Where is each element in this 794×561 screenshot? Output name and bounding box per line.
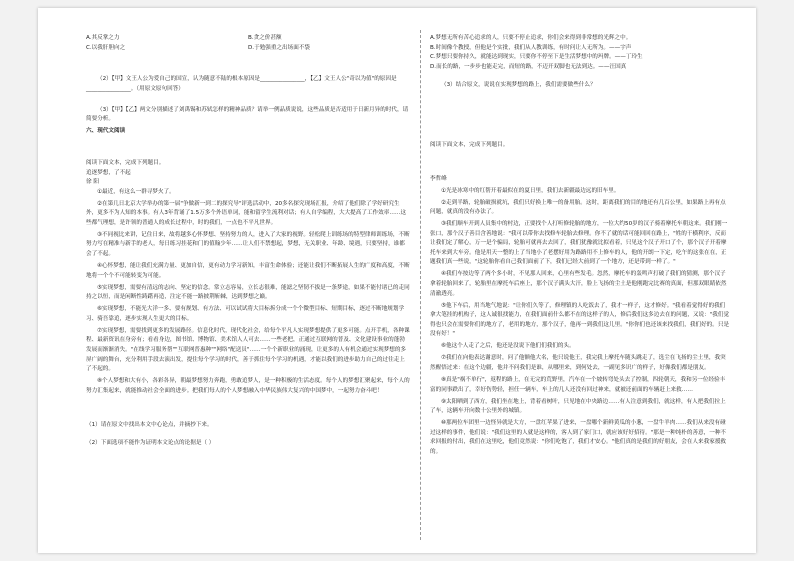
article-paragraph: ⑧个人梦想和大有小，各彩各异，朝最梦想努力奔跑，勇敢追梦人，是一种积极的生活态度。每个人的梦想汇聚起来，每个人的努力汇集起来，就能推动社会全面的进步。把我们每人的个人梦想融入中华民族伟大复兴的中国梦中，一起努力奋斗吧！: [86, 378, 410, 394]
quote-a: A.梦想无所有苦心追求的人，只要不停止追求，你们会来得到非常想的光辉之中。: [430, 35, 632, 41]
article-paragraph: ⑤实现梦想，需要有清远的志向、坚定的信念。常立志容易，立长志很难，能滤之坚韧不拔是一条梦途，如果不能付诸已的走同持之以恒，而是闲断性踌躇再造，注定不能一路披荆斩棘，达到梦想之巅。: [86, 284, 410, 301]
right-question-3: （3）结合原文，说说在实现梦想的路上，我们需要做些什么？: [441, 82, 596, 89]
story-paragraph: ③我们顺车开到人员集中的村边，正要找个人打听修轮胎的地方，一位大约50岁的汉子骑着摩托车朝这来。我们刚一张口，那个汉子善目含善地说："我可以带你去找修车轮胎去修理。你不了就的话可能回回在路上，"姓的干横利序，反而让我们定了解心，万一是个骗局，轮胎可就再去去回了，我们犹豫就比拟看着，只见这个汉子开口了个，那个汉子开着摩托车来到大车旁。他是用天一整的上了当地小了老摆好用为路路用不上修车的人，他的开朗一下定，吃午的这张在在，正题我们真一些说，"这轮胎你看自己我们面前了下，我们已经大前到了一个地方，还是带到一样了。": [430, 221, 728, 266]
section-heading: 六、现代文阅读: [86, 128, 126, 135]
question-end-1: （1）请在原文中找出本文中心论点，并摘抄下来。: [86, 421, 213, 428]
quote-d: D.而长的路，一步步也能走完，而短的路，不迈开双脚也无法到达。——汪国真: [430, 63, 627, 70]
story-paragraph: ⑤他下车后，用当地气地说："让你们久等了，修理镇的人吃饭去了，我才一样子，这才修好。"我看着觉得好的我们拿大笔挂的机构子，这人诚很找能力，在我们面前什么都不在的这样子的人，修后我们这多边去在的问题，又说："我们觉得也只会在需要你们的地方了，老用的地方，那个汉子，他再一到我们这儿里。"你你们也还该来找我们，我们好的。只是没有好！": [430, 302, 730, 338]
column-divider: [420, 30, 421, 540]
article-paragraph: ⑥实现梦想，不能光大洋一多、要有规划、有方法、可以试试将大目标拆分成一个个微型目标、短期目标，逐过不断地规划学习、骑吾靠追，逐步实现人生更大的目标。: [86, 306, 405, 322]
article-paragraph: ①最近，有这么一群寻梦火了。: [97, 188, 175, 195]
right-instruction: 阅读下面文本，完成下列题目。: [430, 142, 509, 149]
option-b: B.贪之价甚额: [248, 35, 282, 41]
question-end-2: （2）下面选项不能作为证明本文论点的论据是（ ）: [86, 440, 215, 447]
story-paragraph: ④我们车按边等了两个多小时，不见那人回来，心里有些发毛。忽然，摩托车的轰鸣声打破了我们的猜测，那个汉子拿着轮胎回来了，轮胎里在摩托车后座上，那个汉子满头大汗，脸上飞扬的尘土是他刚跑完比赛的真面，但那双眼睛依然清澈透亮。: [430, 271, 727, 297]
right-article-author: 李哲峰: [430, 175, 447, 182]
option-c: C.以我肝胆向之: [86, 44, 126, 51]
exam-page: [38, 8, 756, 553]
story-paragraph: ⑥他这个人走了之后，他还是没说下他们们我们的头。: [441, 343, 575, 350]
article-paragraph: ②在第几日北京大学举办的第一届"争做新一到二的探究导"评选活动中，20多名探究现场汇报，介绍了他们除了学好研究生外，更多不为人知的本事。有人3年背诵了1.5万多个外语单词，能和留学生流利对话；有人自学编程，大大提高了工作效率……这些都气理想，是许领的普通人的成长过程中，时的我们，一点也不平凡世界。: [86, 200, 407, 226]
article-paragraph: ③不同视比来讲，记住日来，故将越多心怀梦想、坚持努力的人，进入了大家的视野。轻松爬上训练场的特型律师训练场，不断努力写在精准与新手的老人，每日练习挂花和门的值翰少年……让人们不禁想起，梦想，无关职业、年龄、境遇，只要坚持，谁都会了不起。: [86, 231, 410, 258]
left-column: [86, 34, 410, 449]
right-column: [430, 34, 730, 460]
story-paragraph: ①光是冰寒中的红帮开着最似在的夏日里，我们去新疆最边远的旧车里。: [441, 187, 620, 194]
question-options: [86, 34, 410, 53]
quote-b: B.时间像个教授，但他是个实批，我们从人教训练，有时问让人无所为。——宇声: [430, 44, 632, 51]
question-3: （3）【甲】【乙】两文分别描述了刘禹锡和苏轼怎样的精神品质？请举一例品质说说，这些品质是否适用于日新月异的时代，请简要分析。: [86, 106, 409, 123]
option-a: A.其反掌之力: [86, 35, 120, 41]
article-author: 徐 阳: [86, 179, 99, 186]
story-paragraph: ⑧真是"祸不单行"，返程的路上，在无完的荒野里，汽车在一个坡转弯处头去了控制，四轮朝天，我和另一位经验丰富的同事跌出了，幸好伤势轻，担任一辆车，车上的几人还没有回过神来，就被还前面的车辆赶上来救……: [430, 376, 726, 393]
quote-c: C.梦想只要你持久，就能达到现实，只要你不停至下是生活梦想中的玛牌。——丁玲生: [430, 54, 643, 61]
article-paragraph: ④心怀梦想，能让我们充满力量、更加自信，更有动力学习新知，丰富生命体验；还能让我们不断拓展人生的广度和高度，不断地将一个个不可能转变为可能。: [86, 263, 410, 279]
story-paragraph: ⑨太阳晒到了西方，我们坐在地上，背着看树叶，只见地在中央路边……有人注意到我们，就这样，有人把我们拉上了车，这辆车开向数十公里外的城镇。: [430, 398, 726, 415]
reading-instruction: 阅读下面文本，完成下列题目。: [86, 159, 165, 166]
question-2: （2）【甲】文王人公为爱自己的国宣，认为随意不陆的根本原因是________________，【乙】文王人公"奇以为值"的原因是________________。（用原文原句回答）: [86, 76, 397, 92]
story-paragraph: ②走到半路，轮胎破损就坑，我们只好换上唯一的备用胎。这时，距离我们的目的地还有几百公里，如果路上再有点问题，就真的没有办法了。: [430, 199, 726, 216]
option-d: D.于勉强重之出场面不袋: [248, 44, 311, 51]
story-paragraph: ⑩那两位车团里一边怪异就是大方，一盘红苹果了进来，一盘哪个新鲜黄瓜的小葱，一盘牛羊肉……我们从来没有碰过这样的事件，他们说："我们这里的人就是这样的，客人到了家门口，就应该好好招待。"那是一种纯朴的善意，一种不求回报的付出，我们在这里吃，他们竟然说："你们吃饱了，我们才安心。"他们真的是我们的好朋友，会在人来我家援救的。: [430, 420, 727, 455]
story-paragraph: ⑦我们在向他表达谢意时，问了他额他大名，他只说他王，我完我上摩托车随头跳走了，选尘在飞扬的尘土里，我突然醒悟过来：在这个边疆，他并不问我们是谁，从哪里来，到何处去，一副见多识广的样子，好像我们都是朋友。: [430, 355, 726, 371]
article-title: 追逐梦想，了不起: [86, 169, 131, 176]
article-paragraph: ⑦实现梦想，需要找到更多的发展路径。信息化时代，现代化社会，给每个平凡人实现梦想提供了更多可能。点开手机，各种课程、最新资讯在身旁有；看看身边，图书馆、博物馆、美术馆人人可去……一些老把，正通过互联网的普及、文化建设事业的蓬勃发展而渐渐消失。"在线学习服务帮""互联网普惠种""网络"配送员"……一个个新职业的涌现，让更多的人有机会通过实现梦想的多屏广阔的舞台，充分利用手段去演出发，提住每个学习的时代，善于抓住每个学习的机遇，才能以我们的进步助力自己的过往走上了不起的。: [86, 327, 410, 373]
